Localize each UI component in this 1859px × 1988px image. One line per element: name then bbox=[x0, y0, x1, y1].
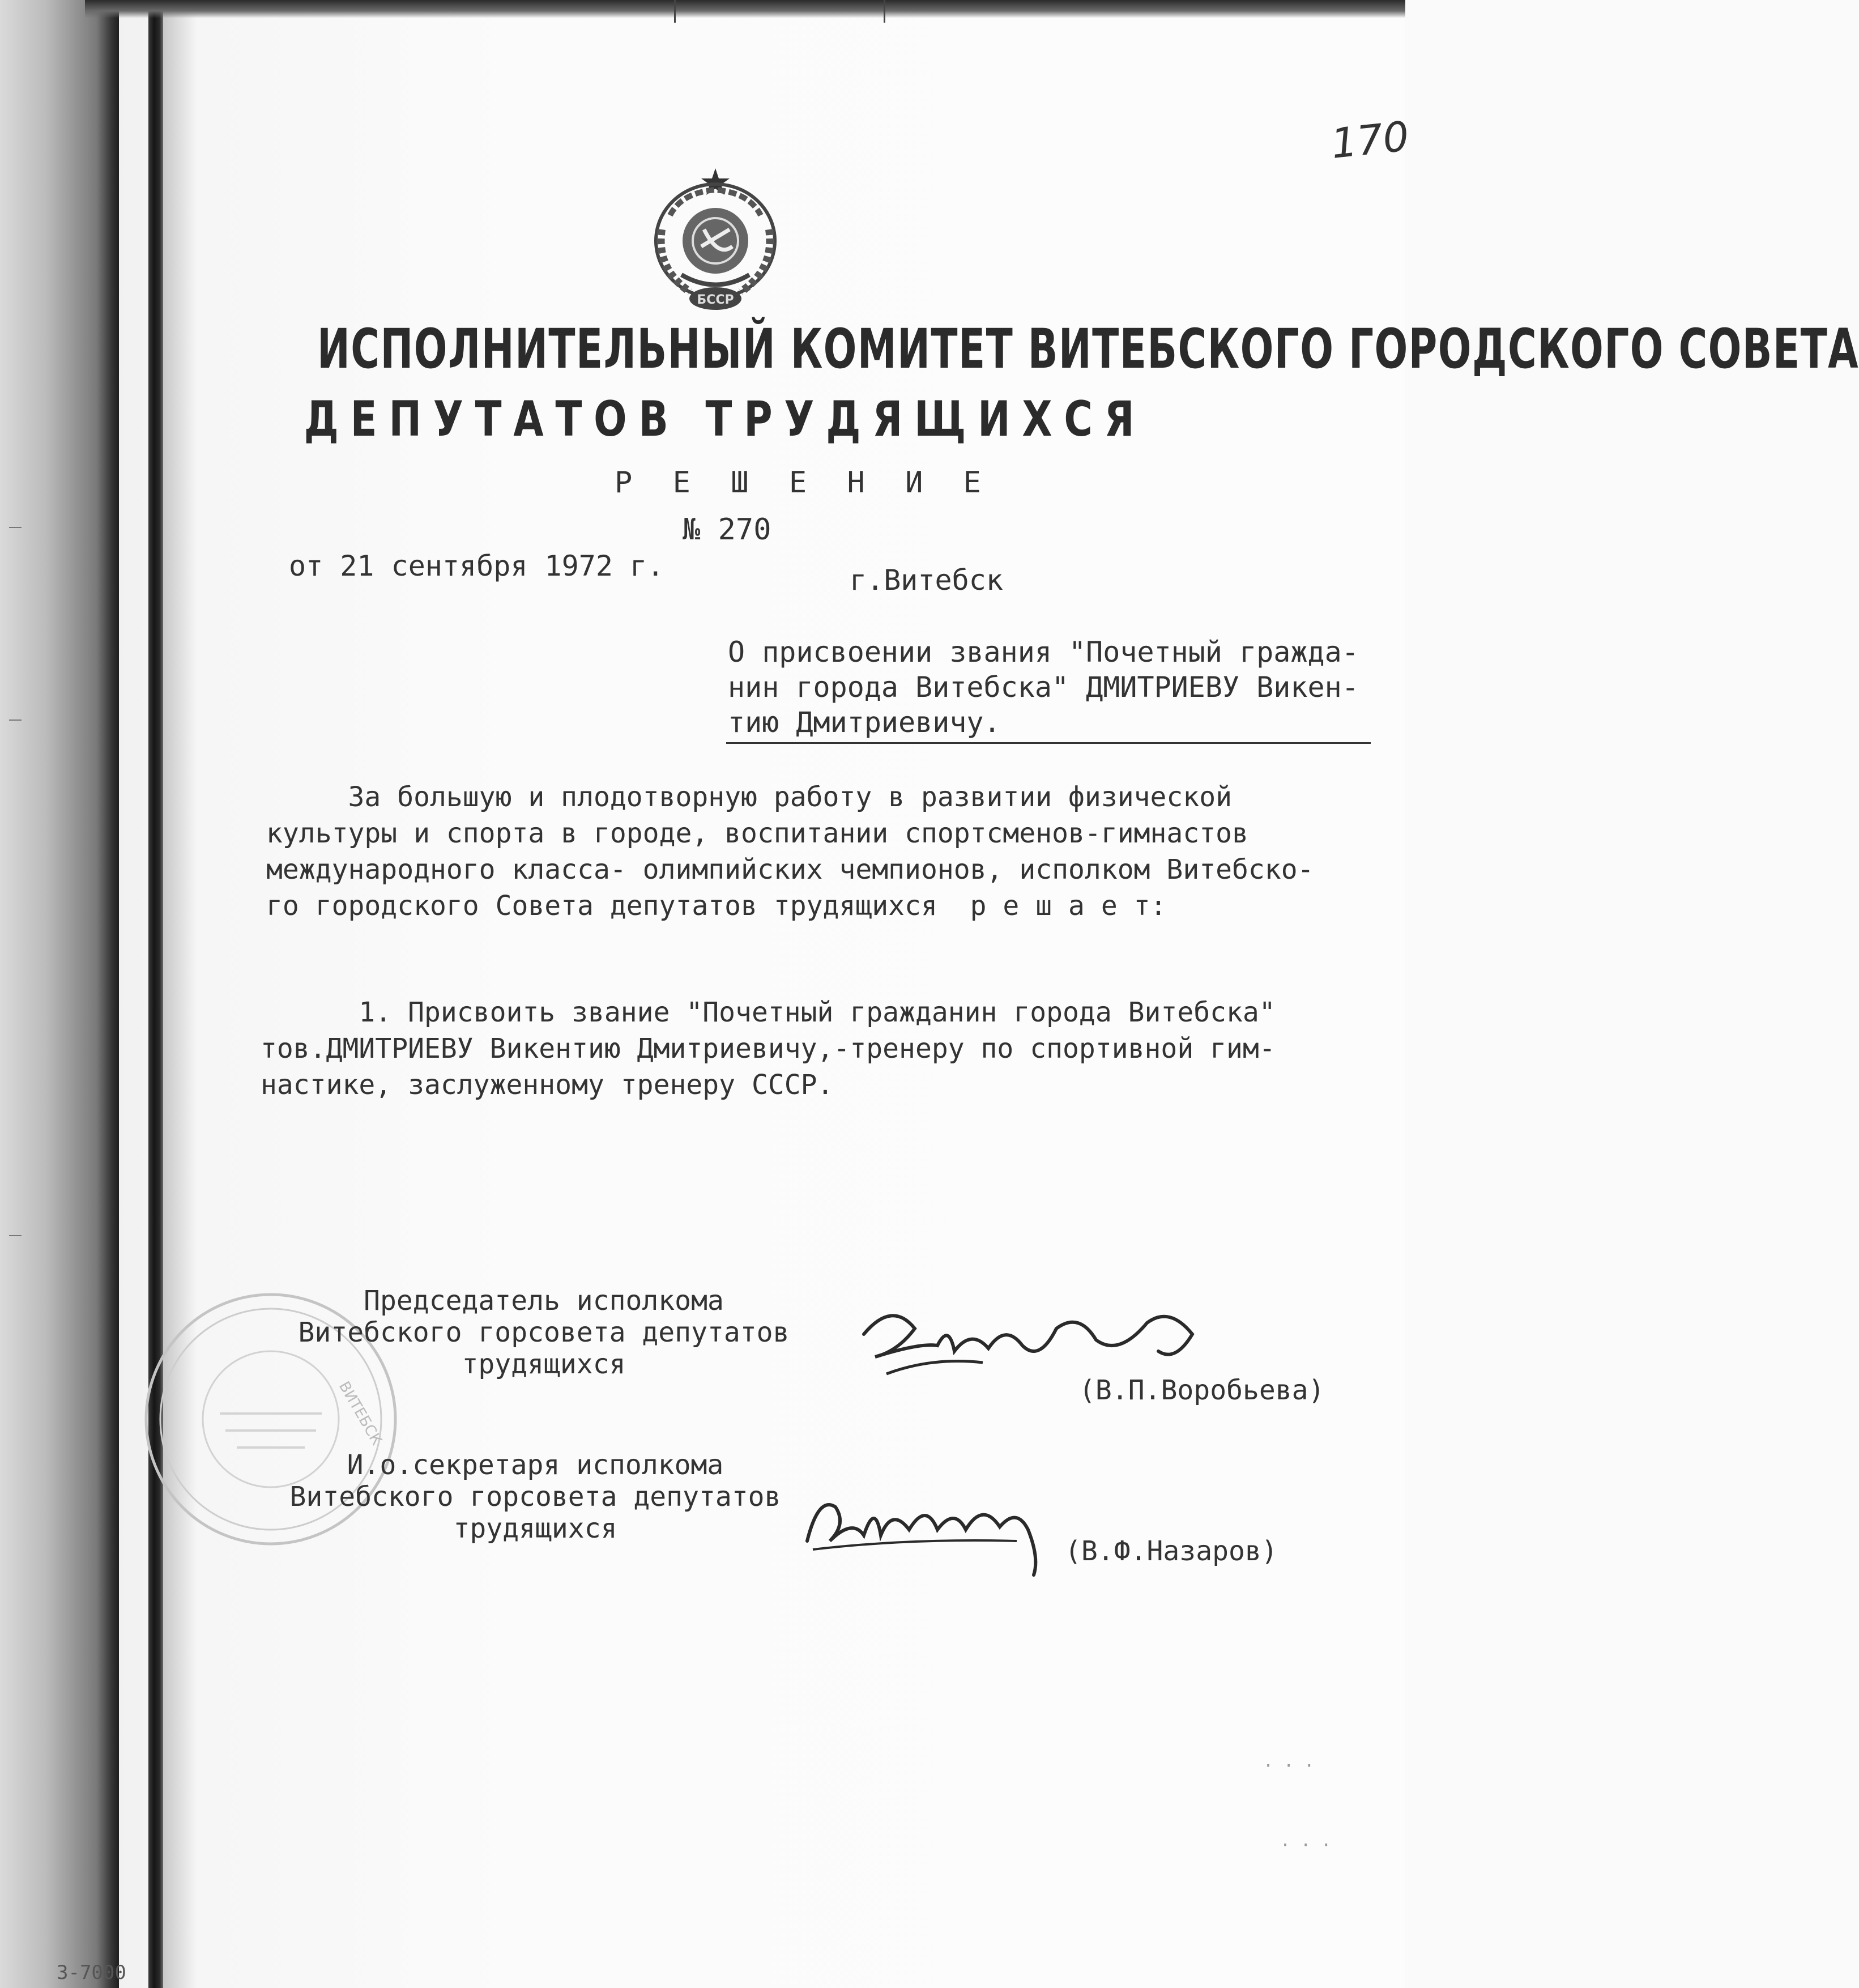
secretary-signature bbox=[796, 1473, 1079, 1581]
item-line: тов.ДМИТРИЕВУ Викентию Дмитриевичу,-тренеру по спортивной гим- bbox=[261, 1033, 1276, 1065]
secretary-name: (В.Ф.Назаров) bbox=[1065, 1535, 1278, 1567]
signatory-title: Председатель исполкома bbox=[364, 1285, 724, 1317]
preamble-line: международного класса- олимпийских чемпионов, исполком Витебско- bbox=[266, 854, 1314, 886]
stamp-text: ВИТЕБСК bbox=[335, 1378, 385, 1448]
signatory-title: Витебского горсовета депутатов bbox=[298, 1317, 790, 1348]
scan-top-edge bbox=[85, 0, 1405, 18]
signatory-title: И.о.секретаря исполкома bbox=[347, 1449, 724, 1481]
binding-shadow bbox=[0, 0, 119, 1988]
decision-city: г.Витебск bbox=[850, 564, 1003, 597]
committee-title-line1: ИСПОЛНИТЕЛЬНЫЙ КОМИТЕТ ВИТЕБСКОГО ГОРОДСКОГО СОВЕТА bbox=[317, 317, 1859, 381]
signatory-title: трудящихся bbox=[453, 1513, 617, 1544]
scan-mark bbox=[9, 527, 22, 528]
handwritten-page-number: 170 bbox=[1328, 112, 1412, 168]
decision-date: от 21 сентября 1972 г. bbox=[289, 550, 664, 582]
item-line: 1. Присвоить звание "Почетный гражданин города Витебска" bbox=[261, 997, 1276, 1028]
decision-title: Р Е Ш Е Н И Е bbox=[615, 466, 992, 500]
binding-edge bbox=[148, 0, 163, 1988]
signatory-secretary bbox=[269, 1449, 801, 1544]
signatory-title: Витебского горсовета депутатов bbox=[289, 1481, 781, 1513]
signatory-chairman bbox=[278, 1285, 810, 1380]
preamble-line: За большую и плодотворную работу в развитии физической bbox=[266, 781, 1233, 813]
subject-line: О присвоении звания "Почетный гражда- bbox=[728, 636, 1359, 669]
decision-item-1 bbox=[261, 994, 1276, 1103]
subject-underline bbox=[726, 742, 1371, 744]
committee-title-line2: ДЕПУТАТОВ ТРУДЯЩИХСЯ bbox=[304, 391, 1146, 448]
coat-of-arms-emblem bbox=[639, 161, 792, 320]
subject-line: нин города Витебска" ДМИТРИЕВУ Викен- bbox=[728, 671, 1359, 704]
form-code: 3-7000 bbox=[57, 1961, 126, 1984]
scan-mark bbox=[884, 0, 885, 23]
scan-mark bbox=[674, 0, 676, 23]
scan-mark bbox=[9, 1235, 22, 1236]
bleed-through-mark: · · · bbox=[1280, 1836, 1332, 1855]
decision-preamble bbox=[266, 779, 1314, 924]
chairman-name: (В.П.Воробьева) bbox=[1079, 1374, 1325, 1406]
signatory-title: трудящихся bbox=[462, 1348, 626, 1380]
subject-line: тию Дмитриевичу. bbox=[728, 706, 1001, 739]
emblem-label: БССР bbox=[697, 293, 734, 307]
decision-subject bbox=[728, 635, 1379, 740]
bleed-through-mark: · · · bbox=[1263, 1756, 1315, 1776]
item-line: настике, заслуженному тренеру СССР. bbox=[261, 1069, 834, 1101]
scan-mark bbox=[9, 720, 22, 721]
preamble-line: го городского Совета депутатов трудящихся р е ш а е т: bbox=[266, 890, 1167, 922]
decision-number: № 270 bbox=[683, 513, 771, 547]
preamble-line: культуры и спорта в городе, воспитании спортсменов-гимнастов bbox=[266, 818, 1248, 849]
binding-shade bbox=[163, 0, 197, 1988]
